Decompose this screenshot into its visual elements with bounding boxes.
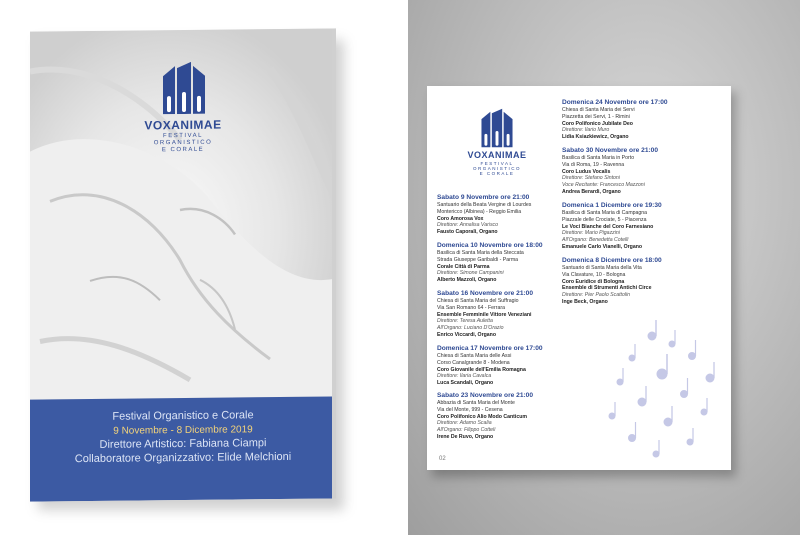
event-line: Direttore: Adamo Scalia	[437, 420, 492, 427]
event-line: Chiesa di Santa Maria delle Assi	[437, 353, 512, 359]
event-line: All'Organo: Benedetta Cotelli	[562, 237, 629, 244]
inner-logo-wordmark: VOXANIMAE	[467, 150, 527, 160]
event-line: Santuario di Santa Maria della Vita	[562, 265, 642, 271]
event-heading: Domenica 17 Novembre ore 17:00	[437, 345, 543, 352]
inner-logo-subtitle-2: ORGANISTICO	[472, 166, 521, 171]
event-line: Coro Polifonico Jubilate Deo	[562, 120, 633, 127]
event-line: Ensemble Femminile Vittore Veneziani	[437, 311, 532, 318]
event-line: All'Organo: Luciano D'Orazio	[437, 325, 504, 332]
event-line: Chiesa di Santa Maria del Suffragio	[437, 298, 519, 304]
voxanimae-logo-icon	[161, 62, 207, 114]
event-block	[437, 289, 577, 339]
event-line: Coro Giovanile dell'Emilia Romagna	[437, 366, 526, 373]
event-line: Via del Monte, 999 - Cesena	[437, 406, 503, 413]
event-line: Direttore: Pier Paolo Scattolin	[562, 292, 631, 299]
event-line: Strada Giuseppe Garibaldi - Parma	[437, 256, 519, 263]
event-line: Direttore: Stefano Sintoni	[562, 175, 620, 182]
event-block	[562, 201, 702, 251]
event-line: Andrea Berardi, Organo	[562, 188, 621, 195]
event-line: Emanuele Carlo Vianelli, Organo	[562, 243, 643, 250]
event-heading: Domenica 1 Dicembre ore 19:30	[562, 202, 662, 209]
event-line: Santuario della Beata Vergine di Lourdes	[437, 202, 532, 208]
event-line: Coro Polifonico Alio Modo Canticum	[437, 413, 528, 420]
event-line: Voce Recitante: Francesco Mazzoni	[562, 182, 645, 189]
event-block	[437, 241, 577, 284]
event-line: Alberto Mazzoli, Organo	[437, 277, 497, 284]
inner-page	[427, 86, 731, 470]
inner-voxanimae-logo-icon	[480, 108, 514, 148]
event-line: Chiesa di Santa Maria dei Servi	[562, 107, 635, 113]
cover-info-band	[30, 396, 336, 501]
event-heading: Sabato 23 Novembre ore 21:00	[437, 392, 534, 399]
event-line: All'Organo: Filippo Cotteli	[437, 427, 496, 434]
event-block	[437, 391, 577, 441]
event-line: Piazzale delle Crociate, 5 - Piacenza	[562, 216, 647, 223]
event-line: Le Voci Bianche del Coro Farnesiano	[562, 223, 654, 230]
event-line: Direttore: Ilaria Cavalca	[437, 373, 492, 380]
cover-logo-subtitle-1: FESTIVAL	[163, 132, 203, 140]
event-line: Irene De Ruvo, Organo	[437, 433, 494, 440]
event-line: Coro Ludus Vocalis	[562, 168, 611, 175]
event-line: Direttore: Teresa Auletta	[437, 318, 493, 325]
cover-dates: 9 Novembre - 8 Dicembre 2019	[113, 424, 253, 437]
event-line: Direttore: Ilario Muro	[562, 127, 610, 134]
event-heading: Sabato 16 Novembre ore 21:00	[437, 290, 534, 297]
event-block	[437, 193, 577, 236]
event-line: Fausto Caporali, Organo	[437, 229, 498, 236]
event-line: Corso Canalgrande 8 - Modena	[437, 359, 510, 366]
cover-brochure	[30, 28, 336, 501]
event-heading: Domenica 10 Novembre ore 18:00	[437, 242, 543, 249]
event-line: Basilica di Santa Maria in Porto	[562, 155, 635, 161]
event-block	[562, 146, 702, 196]
cover-festival-title: Festival Organistico e Corale	[112, 409, 254, 423]
event-line: Abbazia di Santa Maria del Monte	[437, 400, 515, 406]
event-line: Basilica di Santa Maria di Campagna	[562, 210, 648, 216]
event-line: Corale Città di Parma	[437, 263, 490, 270]
event-line: Inge Beck, Organo	[562, 298, 608, 305]
event-line: Basilica di Santa Maria della Steccata	[437, 250, 524, 256]
event-block	[562, 98, 702, 141]
event-heading: Sabato 30 Novembre ore 21:00	[562, 147, 659, 154]
event-block	[437, 344, 577, 387]
cover-organizer: Collaboratore Organizzativo: Elide Melchioni	[74, 450, 292, 466]
event-line: Direttore: Mario Pigazzini	[562, 230, 620, 237]
event-line: Coro Euridice di Bologna	[562, 278, 625, 285]
cover-logo-wordmark: VOXANIMAE	[144, 117, 222, 133]
event-line: Via Clavature, 10 - Bologna	[562, 271, 626, 278]
cover-page	[30, 28, 336, 501]
cover-logo-subtitle-3: E CORALE	[161, 146, 205, 154]
event-heading: Domenica 24 Novembre ore 17:00	[562, 99, 668, 106]
event-line: Piazzetta dei Servi, 1 - Rimini	[562, 113, 630, 120]
event-line: Ensemble di Strumenti Antichi Circe	[562, 285, 652, 292]
event-line: Direttore: Annalisa Varisco	[437, 222, 499, 229]
event-line: Luca Scandali, Organo	[437, 380, 494, 387]
event-block	[562, 256, 702, 306]
cover-logo-subtitle-2: ORGANISTICO	[153, 139, 213, 147]
event-line: Direttore: Simone Campanini	[437, 270, 504, 277]
event-line: Via San Romano 64 - Ferrara	[437, 304, 505, 311]
inner-logo-subtitle-1: FESTIVAL	[480, 161, 514, 166]
event-line: Lidia Ksiazkiewicz, Organo	[562, 134, 629, 141]
event-line: Montericco (Albinea) - Reggio Emilia	[437, 208, 522, 215]
event-line: Via di Roma, 19 - Ravenna	[562, 161, 625, 168]
inner-logo-subtitle-3: E CORALE	[479, 171, 515, 176]
cover-artistic-director: Direttore Artistico: Fabiana Ciampi	[99, 437, 267, 451]
event-line: Coro Amorosa Vox	[437, 215, 484, 222]
event-line: Enrico Viccardi, Organo	[437, 331, 497, 338]
page-number: 02	[439, 456, 446, 462]
music-notes-decoration-icon	[592, 316, 727, 466]
event-heading: Sabato 9 Novembre ore 21:00	[437, 194, 530, 201]
event-heading: Domenica 8 Dicembre ore 18:00	[562, 257, 662, 264]
